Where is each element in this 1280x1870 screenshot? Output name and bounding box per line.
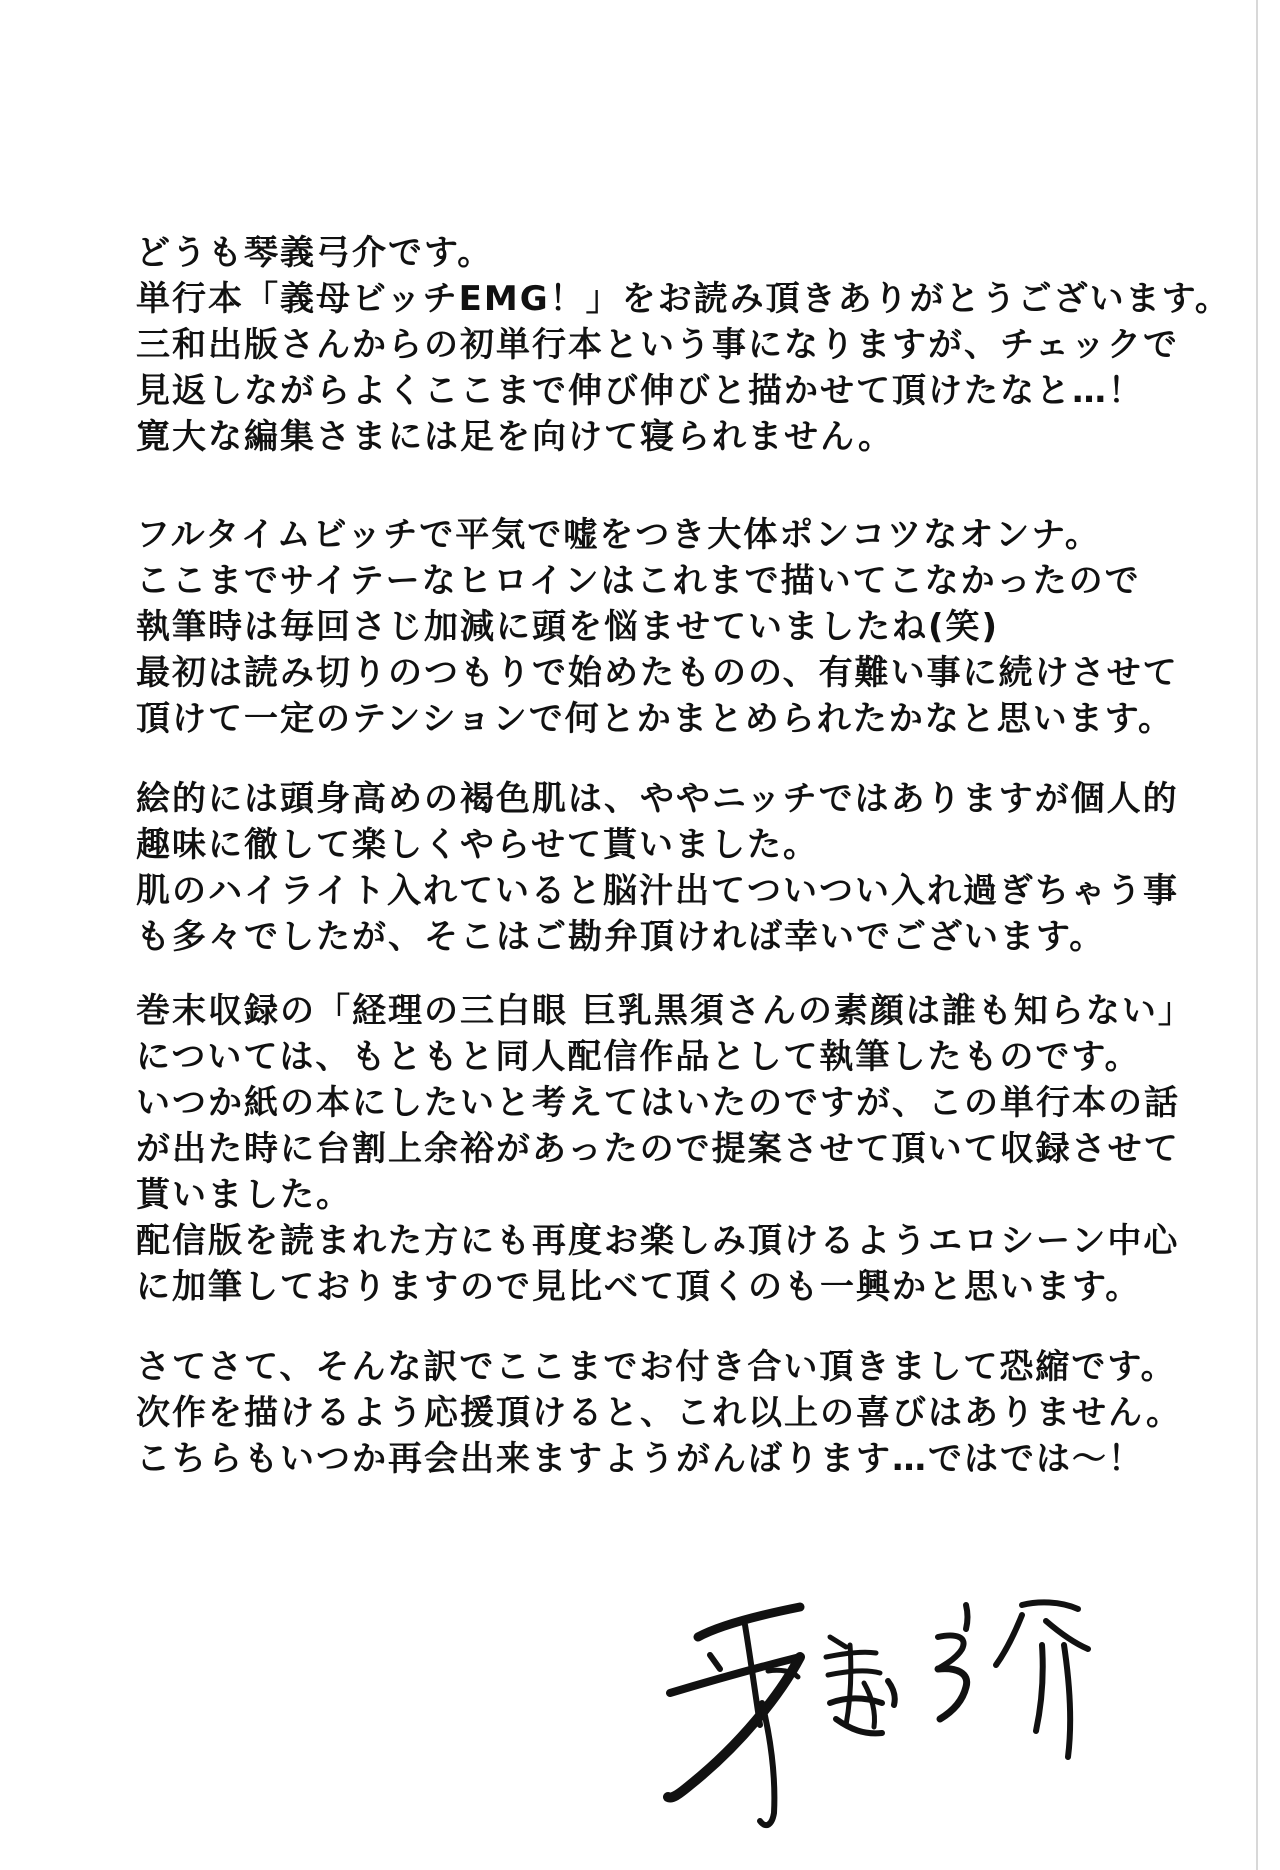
text-line: 最初は読み切りのつもりで始めたものの、有難い事に続けさせて: [136, 653, 1179, 693]
paragraph-heroine: [136, 512, 1179, 742]
paragraph-art: [136, 776, 1179, 960]
text-line: どうも琴義弓介です。: [136, 233, 494, 273]
paragraph-closing: [136, 1344, 1183, 1482]
text-line: さてさて、そんな訳でここまでお付き合い頂きまして恐縮です。: [136, 1347, 1177, 1387]
text-line: 執筆時は毎回さじ加減に頭を悩ませていましたね(笑): [136, 607, 1000, 647]
text-line: 頂けて一定のテンションで何とかまとめられたかなと思います。: [136, 699, 1175, 739]
text-line: 配信版を読まれた方にも再度お楽しみ頂けるようエロシーン中心: [136, 1221, 1180, 1261]
afterword-text: [136, 230, 1231, 1482]
page-edge-shadow: [1256, 0, 1258, 1870]
text-line: こちらもいつか再会出来ますようがんばります…ではでは～！: [136, 1439, 1144, 1479]
text-line: いつか紙の本にしたいと考えてはいたのですが、この単行本の話: [136, 1083, 1180, 1123]
text-line: に加筆しておりますので見比べて頂くのも一興かと思います。: [136, 1267, 1142, 1307]
paragraph-bonus-story: [136, 988, 1194, 1310]
text-line: 趣味に徹して楽しくやらせて貰いました。: [136, 825, 819, 865]
text-line: 絵的には頭身高めの褐色肌は、ややニッチではありますが個人的: [136, 779, 1179, 819]
author-signature: [650, 1585, 1130, 1835]
text-line: については、もともと同人配信作品として執筆したものです。: [136, 1037, 1141, 1077]
text-line: フルタイムビッチで平気で嘘をつき大体ポンコツなオンナ。: [136, 515, 1101, 555]
text-line: も多々でしたが、そこはご勘弁頂ければ幸いでございます。: [136, 917, 1106, 957]
text-line: 三和出版さんからの初単行本という事になりますが、チェックで: [136, 325, 1179, 365]
text-line: 単行本「義母ビッチEMG！」をお読み頂きありがとうございます。: [136, 279, 1231, 319]
text-line: ここまでサイテーなヒロインはこれまで描いてこなかったので: [136, 561, 1141, 601]
paragraph-greeting: [136, 230, 1231, 460]
text-line: 次作を描けるよう応援頂けると、これ以上の喜びはありません。: [136, 1393, 1183, 1433]
text-line: 貰いました。: [136, 1175, 352, 1215]
text-line: 巻末収録の「経理の三白眼 巨乳黒須さんの素顔は誰も知らない」: [136, 991, 1194, 1031]
text-line: 寛大な編集さまには足を向けて寝られません。: [136, 417, 895, 457]
text-line: が出た時に台割上余裕があったので提案させて頂いて収録させて: [136, 1129, 1180, 1169]
text-line: 肌のハイライト入れていると脳汁出てついつい入れ過ぎちゃう事: [136, 871, 1179, 911]
text-line: 見返しながらよくここまで伸び伸びと描かせて頂けたなと…！: [136, 371, 1144, 411]
